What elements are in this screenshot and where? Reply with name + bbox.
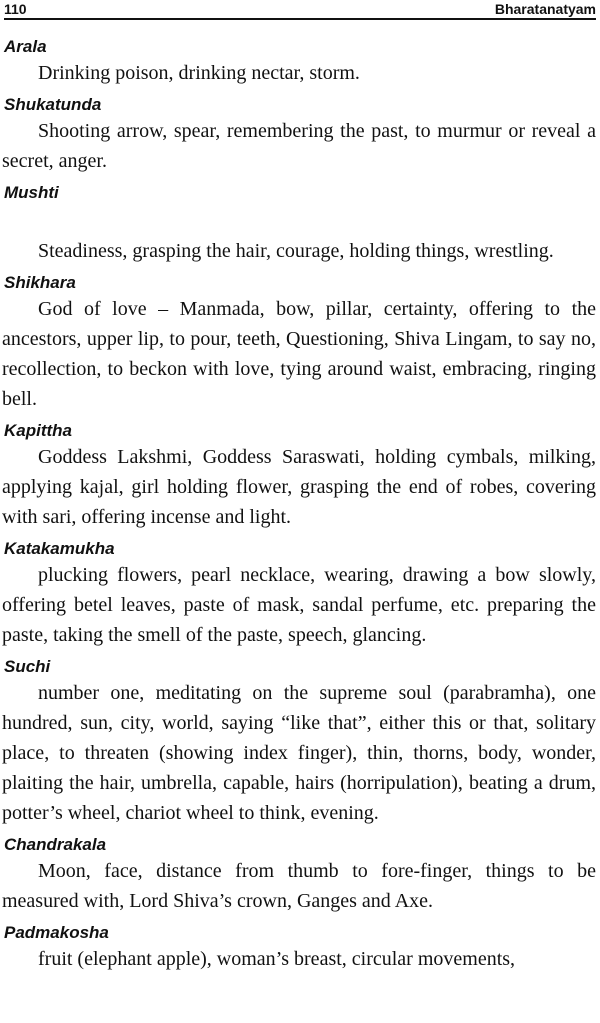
hand-gesture-list — [2, 36, 596, 980]
entry-heading: Shukatunda — [4, 95, 102, 114]
entry-suchi — [2, 656, 596, 828]
entry-body: Goddess Lakshmi, Goddess Saraswati, holding cymbals, milking, applying kajal, girl holding flower, grasping the end of robes, covering with sari, offering incense and light. — [2, 446, 596, 528]
entry-heading: Suchi — [4, 657, 51, 676]
entry-padmakosha — [2, 922, 596, 974]
entry-shukatunda — [2, 94, 596, 176]
entry-body: Steadiness, grasping the hair, courage, holding things, wrestling. — [38, 240, 554, 262]
entry-body: Shooting arrow, spear, remembering the past, to murmur or reveal a secret, anger. — [2, 120, 596, 172]
entry-body: Drinking poison, drinking nectar, storm. — [38, 62, 360, 84]
entry-chandrakala — [2, 834, 596, 916]
entry-shikhara — [2, 272, 596, 414]
entry-heading: Mushti — [4, 183, 59, 202]
entry-heading: Arala — [4, 37, 47, 56]
running-title: Bharatanatyam — [494, 1, 596, 17]
page-number: 110 — [4, 1, 27, 17]
entry-body: number one, meditating on the supreme soul (parabramha), one hundred, sun, city, world, saying “like that”, either this or that, solitary place, to threaten (showing index finger), thin, thorns, body, wonder, plaiting the hair, umbrella, capable, hairs (horripulation), beating a drum, potter’s wheel, chariot wheel to think, evening. — [2, 682, 596, 824]
blank-space — [2, 204, 596, 236]
entry-arala — [2, 36, 596, 88]
entry-heading: Shikhara — [4, 273, 76, 292]
entry-heading: Padmakosha — [4, 923, 109, 942]
entry-mushti — [2, 182, 596, 266]
entry-heading: Katakamukha — [4, 539, 115, 558]
page-header — [4, 0, 596, 20]
entry-kapittha — [2, 420, 596, 532]
entry-heading: Chandrakala — [4, 835, 107, 854]
entry-body: God of love – Manmada, bow, pillar, certainty, offering to the ancestors, upper lip, to pour, teeth, Questioning, Shiva Lingam, to say no, recollection, to beckon with love, tying around waist, embracing, ringing bell. — [2, 298, 596, 410]
entry-heading: Kapittha — [4, 421, 72, 440]
entry-body: Moon, face, distance from thumb to fore-finger, things to be measured with, Lord Shiva’s crown, Ganges and Axe. — [2, 860, 596, 912]
entry-body: fruit (elephant apple), woman’s breast, circular movements, — [38, 948, 516, 970]
entry-body: plucking flowers, pearl necklace, wearing, drawing a bow slowly, offering betel leaves, paste of mask, sandal perfume, etc. preparing the paste, taking the smell of the paste, speech, glancing. — [2, 564, 596, 646]
entry-katakamukha — [2, 538, 596, 650]
